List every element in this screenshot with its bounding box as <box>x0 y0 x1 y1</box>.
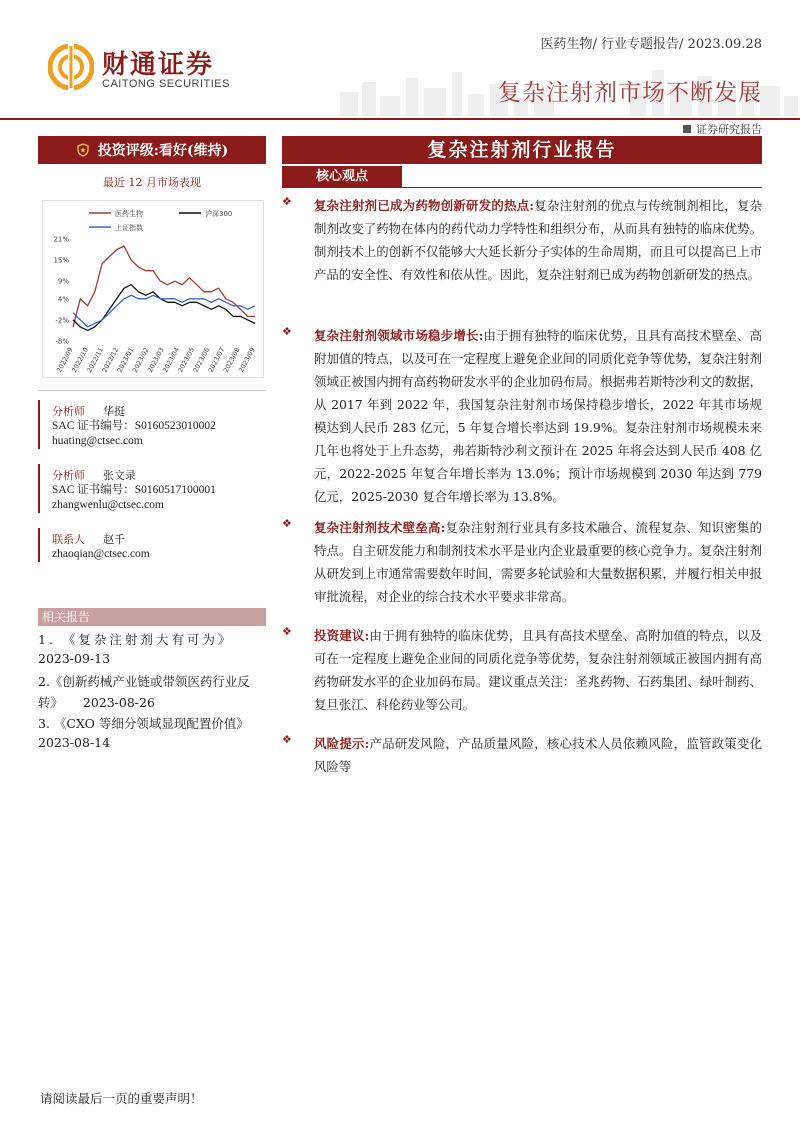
bullet-heading: 风险提示: <box>314 736 370 751</box>
investment-rating-label: 投资评级:看好(维持) <box>97 143 229 159</box>
x-axis-ticks <box>55 346 257 374</box>
contact-name: 赵千 <box>103 533 125 546</box>
x-tick-label: 2023/03 <box>146 346 166 374</box>
bullet-body: 复杂注射剂行业具有多技术融合、流程复杂、知识密集的特点。自主研发能力和制剂技术水平是业内企业最重要的核心竞争力。复杂注射剂从研发到上市通常需要数年时间，需要多轮试验和大量数据积累，并履行相关申报审批流程，对企业的综合技术水平要求非常高。 <box>314 520 762 604</box>
bullet-body: 由于拥有独特的临床优势，且具有高技术壁垒、高附加值的特点，以及可在一定程度上避免企业间的同质化竞争等优势，复杂注射剂领域正被国内拥有高药物研发水平的企业加码布局。建议重点关注：圣兆药物、石药集团、绿叶制药、复旦张江、科伦药业等公司。 <box>314 628 763 712</box>
related-report-item[interactable]: 2.《创新药械产业链或带领医药行业反 <box>38 674 250 689</box>
bullet-heading: 复杂注射剂已成为药物创新研发的热点: <box>314 198 534 213</box>
report-meta: 医药生物/ 行业专题报告/ 2023.09.28 <box>540 37 762 52</box>
caitong-logo-icon <box>48 44 94 90</box>
contact-role: 联系人 <box>52 533 85 546</box>
legend-label: 沪深300 <box>205 210 233 218</box>
related-report-item[interactable]: 1. 《复杂注射剂大有可为》 <box>38 632 234 647</box>
y-tick-label: -8% <box>55 337 69 346</box>
x-tick-label: 2023/02 <box>130 346 151 374</box>
research-tag <box>683 121 762 137</box>
left-divider <box>38 390 266 391</box>
x-tick-label: 2023/04 <box>161 346 181 374</box>
bullet-body: 由于拥有独特的临床优势，且具有高技术壁垒、高附加值的特点，以及可在一定程度上避免企业间的同质化竞争等优势，复杂注射剂领域正被国内拥有高药物研发水平的企业加码布局。根据弗若斯特沙利文的数据，从 2017 年到 2022 年，我国复杂注射剂市场保持稳步增长，2022 年其市场规模达到人民币 283 亿元，5 年复合增长率达到 19.9%。复杂注射剂市场规模未来几年也将处于上升态势，弗若斯特沙利文预计在 2025 年将会达到人民币 408 亿元，2022-2025 年复合年增长率为 13.0%；预计市场规模到 2030 年达到 779 亿元，2025-2030 复合年增长率为 13.8%。 <box>314 328 763 504</box>
header-divider <box>0 118 800 120</box>
chart-legend <box>89 209 232 232</box>
series-line <box>73 285 255 331</box>
shield-star-icon <box>76 143 90 157</box>
related-report-item[interactable]: 3. 《CXO 等细分领域显现配置价值》 <box>38 716 249 731</box>
analyst-role: 分析师 <box>52 469 85 482</box>
diamond-bullet-icon: ❖ <box>282 625 292 638</box>
x-tick-label: 2022/11 <box>85 346 106 374</box>
bullet-tech-barrier <box>282 516 762 608</box>
y-tick-label: -2% <box>55 316 69 325</box>
research-tag-label: 证券研究报告 <box>696 123 762 136</box>
related-report-date: 2023-09-13 <box>38 651 111 666</box>
analyst-sac: SAC 证书编号：S0160523010002 <box>52 420 216 432</box>
analyst-card <box>38 464 266 513</box>
x-tick-label: 2022/09 <box>55 346 75 374</box>
y-tick-label: 15% <box>53 256 69 265</box>
diamond-bullet-icon: ❖ <box>282 195 292 208</box>
related-reports-heading: 相关报告 <box>38 608 266 626</box>
y-axis-ticks <box>53 236 69 346</box>
analyst-email[interactable]: zhangwenlu@ctsec.com <box>52 499 164 511</box>
report-subtitle: 复杂注射剂市场不断发展 <box>498 80 762 106</box>
analyst-email[interactable]: huating@ctsec.com <box>52 435 143 447</box>
bullet-heading: 复杂注射剂技术壁垒高: <box>314 520 446 535</box>
logo-name-cn: 财通证券 <box>102 50 215 80</box>
bullet-market-growth <box>282 324 762 508</box>
analyst-card <box>38 400 266 449</box>
disclaimer-note: 请阅读最后一页的重要声明！ <box>40 1091 203 1106</box>
core-views-divider <box>282 187 762 188</box>
diamond-bullet-icon: ❖ <box>282 733 292 746</box>
related-report-date: 2023-08-14 <box>38 735 111 750</box>
diamond-bullet-icon: ❖ <box>282 325 292 338</box>
bullet-heading: 投资建议: <box>314 628 370 643</box>
logo-name-en: CAITONG SECURITIES <box>102 78 230 90</box>
contact-email[interactable]: zhaoqian@ctsec.com <box>52 548 150 560</box>
investment-rating-box <box>38 136 266 164</box>
contact-card <box>38 528 266 562</box>
bullet-body: 产品研发风险，产品质量风险，核心技术人员依赖风险，监管政策变化风险等 <box>314 736 763 774</box>
bullet-heading: 复杂注射剂领域市场稳步增长: <box>314 328 484 343</box>
x-tick-label: 2023/08 <box>221 346 242 374</box>
analyst-sac: SAC 证书编号：S0160517100001 <box>52 484 216 496</box>
analyst-role: 分析师 <box>52 405 85 418</box>
related-report-item-cont[interactable]: 转》 2023-08-26 <box>38 695 155 710</box>
bullet-hotspot <box>282 194 762 286</box>
bullet-risk-warning <box>282 732 762 778</box>
report-title: 复杂注射剂行业报告 <box>282 136 762 164</box>
diamond-bullet-icon: ❖ <box>282 517 292 530</box>
core-views-tab: 核心观点 <box>282 166 402 188</box>
x-tick-label: 2022/10 <box>70 346 90 374</box>
y-tick-label: 21% <box>53 235 69 244</box>
market-performance-chart <box>42 200 264 378</box>
square-icon <box>683 125 691 133</box>
analyst-name: 华挺 <box>103 405 125 418</box>
y-tick-label: 9% <box>57 277 69 286</box>
legend-label: 医药生物 <box>115 210 143 218</box>
y-tick-label: 4% <box>57 295 69 304</box>
x-tick-label: 2023/06 <box>191 346 212 374</box>
x-tick-label: 2023/09 <box>237 346 257 374</box>
chart-series <box>73 246 255 330</box>
legend-label: 上证指数 <box>115 224 143 232</box>
bullet-investment-advice <box>282 624 762 716</box>
series-line <box>73 246 255 327</box>
x-tick-label: 2023/01 <box>115 346 136 374</box>
analyst-name: 张文录 <box>103 469 136 482</box>
bullet-body: 复杂注射剂的优点与传统制剂相比，复杂制剂改变了药物在体内的药代动力学特性和组织分布，从而具有独特的临床优势。制剂技术上的创新不仅能够大大延长新分子实体的生命周期，而且可以提高已上市产品的安全性、有效性和依从性。因此，复杂注射剂已成为药物创新研发的热点。 <box>314 198 762 282</box>
market-performance-title: 最近 12 月市场表现 <box>103 176 201 189</box>
x-tick-label: 2023/05 <box>176 346 197 374</box>
x-tick-label: 2022/12 <box>100 346 121 374</box>
x-tick-label: 2023/07 <box>206 346 227 374</box>
